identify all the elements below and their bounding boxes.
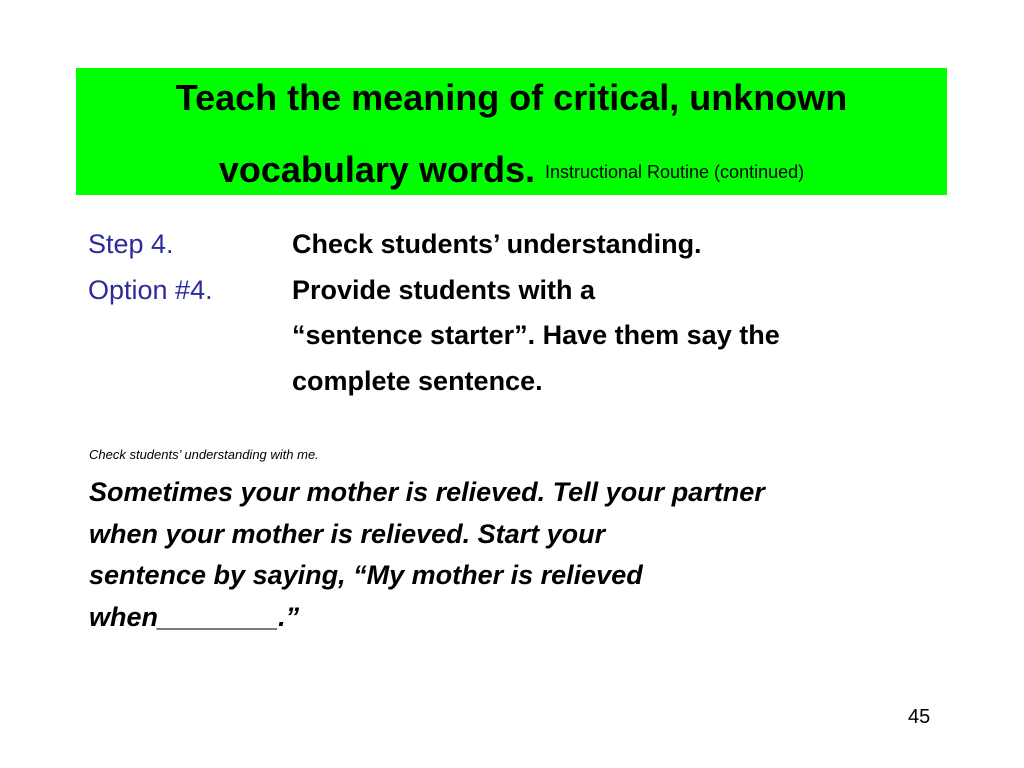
option-text-continued: “sentence starter”. Have them say the bbox=[292, 320, 780, 350]
option-text: Provide students with a bbox=[292, 275, 596, 305]
example-line: sentence by saying, “My mother is relieved bbox=[89, 560, 643, 590]
example-sentence-block bbox=[89, 472, 929, 638]
example-line: when________.” bbox=[89, 601, 300, 632]
option-label: Option #4. bbox=[88, 275, 213, 305]
slide-subtitle: Instructional Routine (continued) bbox=[544, 162, 805, 182]
slide-title-line1: Teach the meaning of critical, unknown bbox=[175, 77, 848, 118]
page-number: 45 bbox=[908, 706, 931, 728]
example-line: Sometimes your mother is relieved. Tell your partner bbox=[89, 477, 765, 507]
example-line: when your mother is relieved. Start your bbox=[89, 518, 606, 549]
slide-title-line2 bbox=[76, 148, 947, 198]
option-text-continued: complete sentence. bbox=[292, 366, 543, 396]
title-banner bbox=[76, 68, 947, 195]
slide-title-main: vocabulary words. bbox=[218, 149, 535, 190]
step-text: Check students’ understanding. bbox=[292, 229, 702, 259]
step-label: Step 4. bbox=[88, 229, 174, 259]
instruction-note: Check students’ understanding with me. bbox=[89, 447, 319, 462]
